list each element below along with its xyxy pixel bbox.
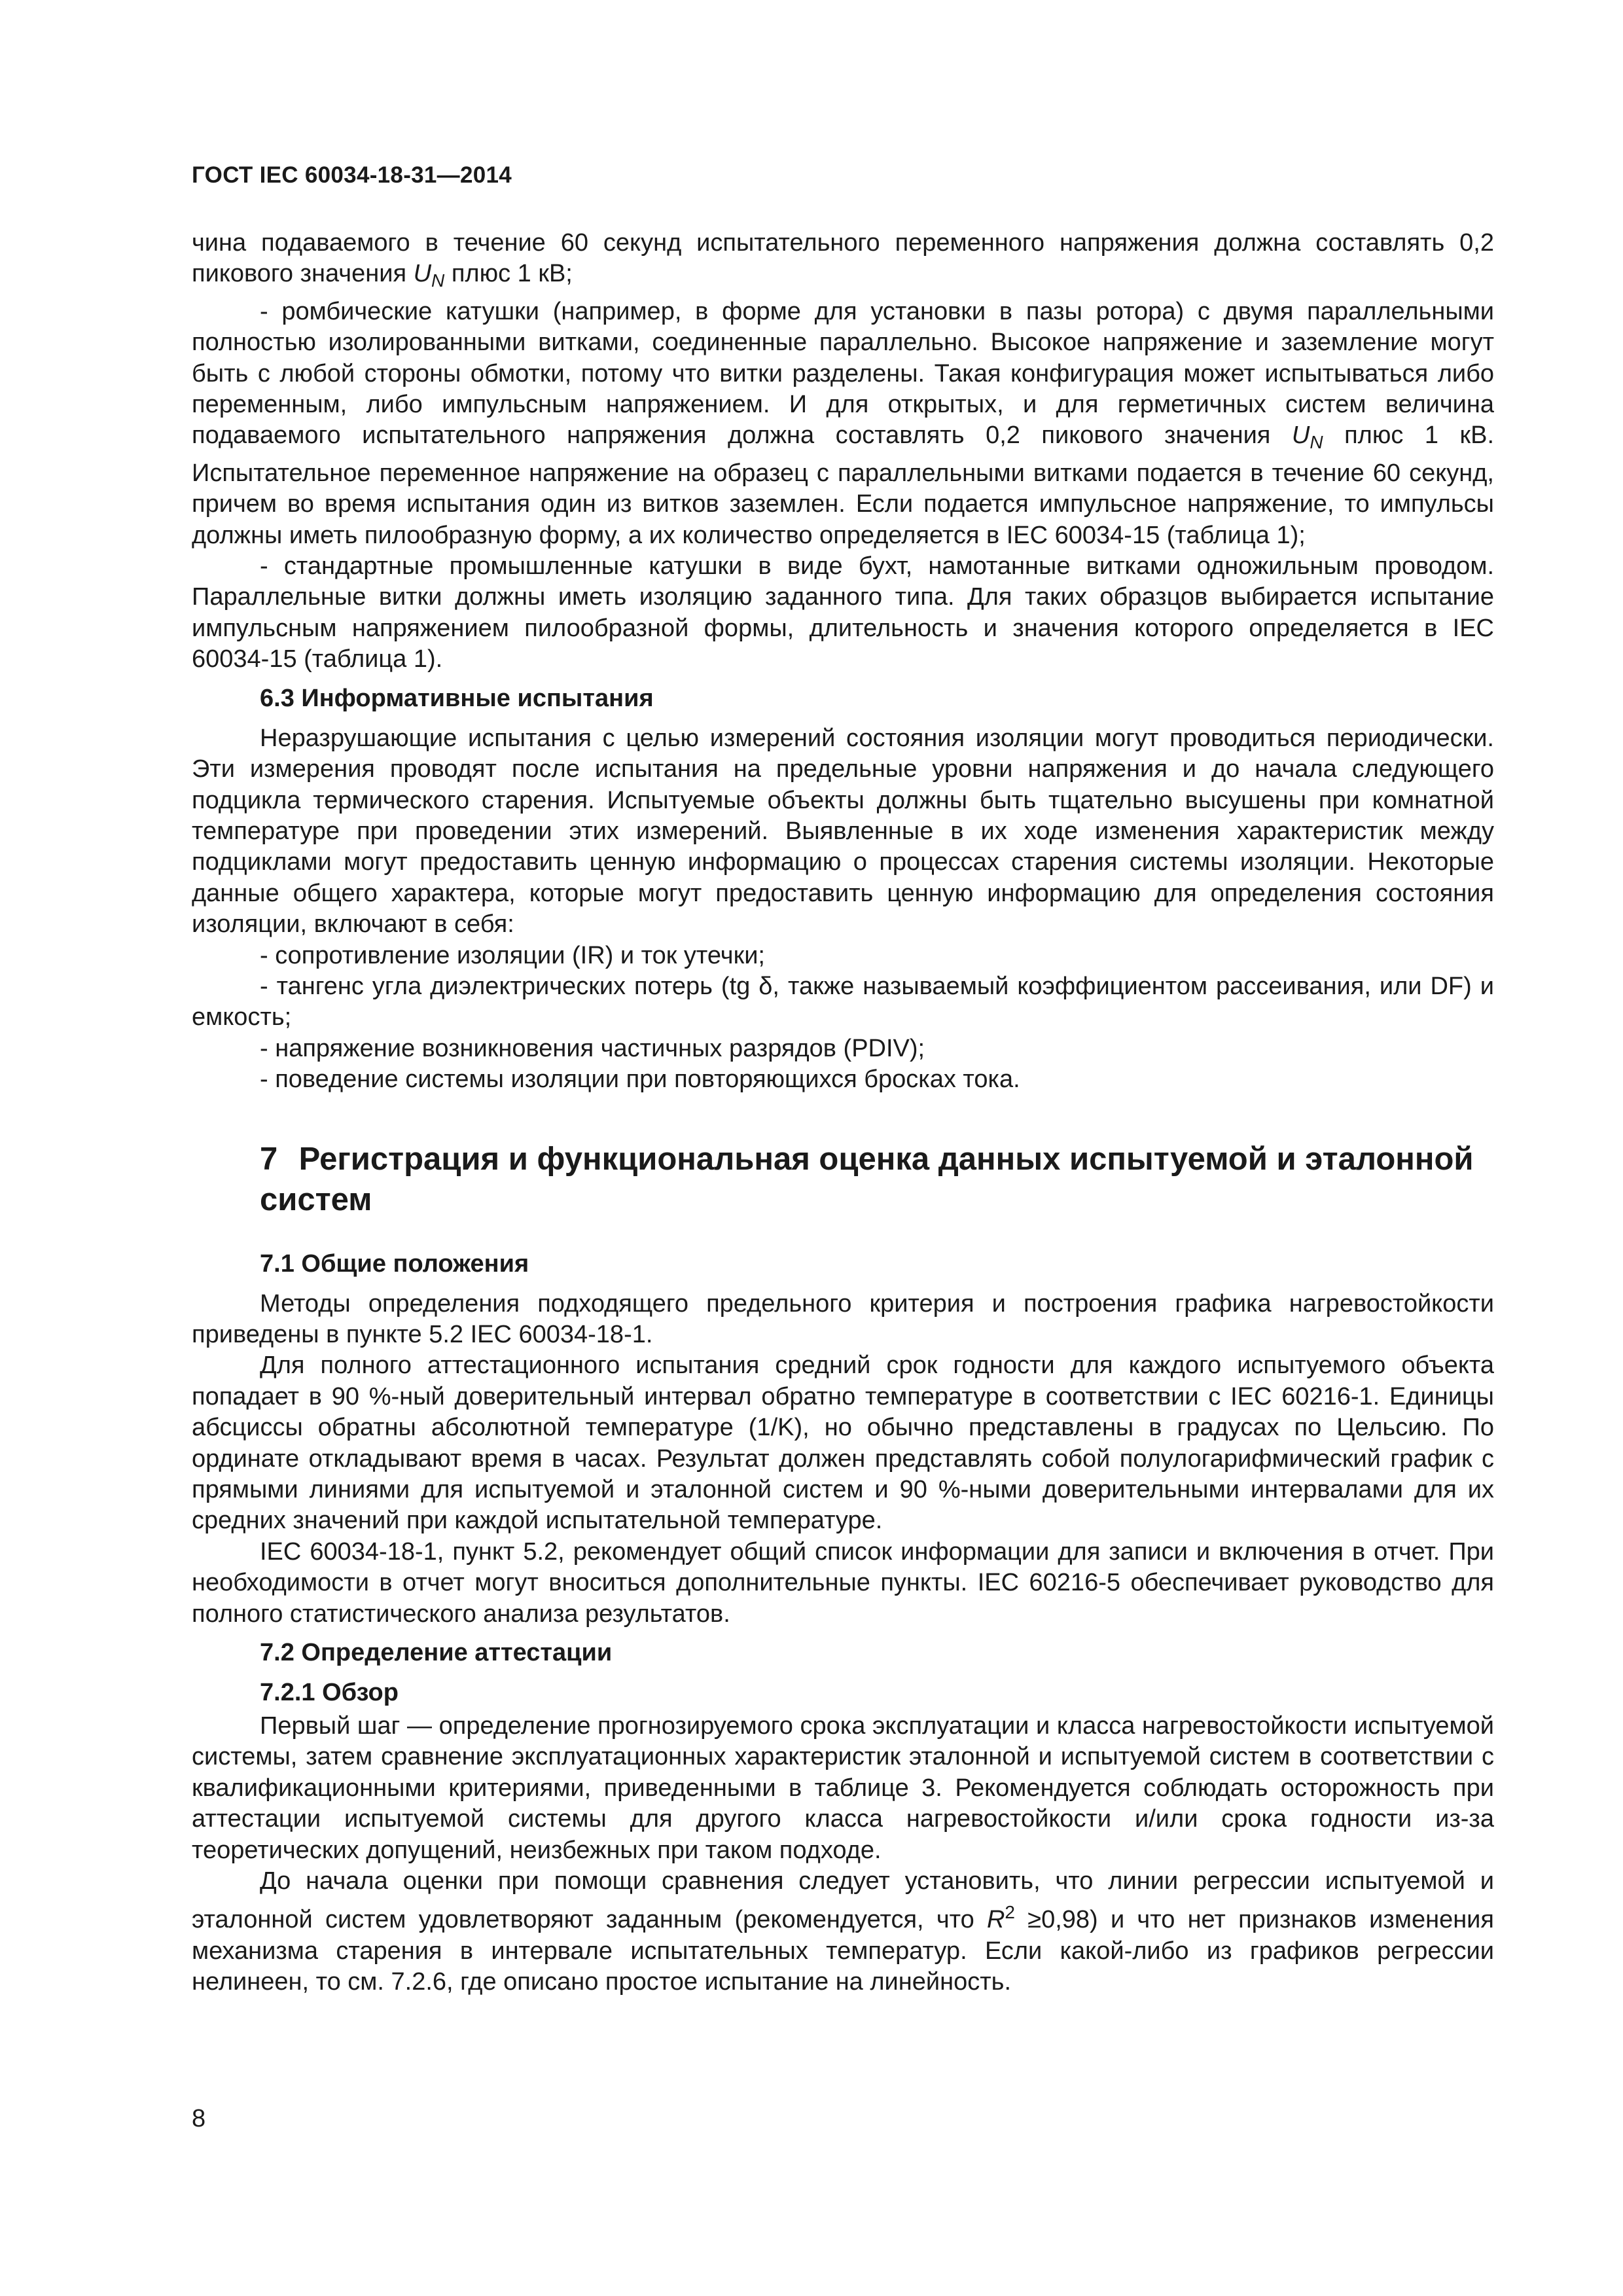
- list-item-dissipation-factor: - тангенс угла диэлектрических потерь (tg δ, также называемый коэффициентом рассеивания, или DF) и емкость;: [192, 972, 1494, 1031]
- paragraph-7-2-1-first-step: Первый шаг — определение прогнозируемого срока эксплуатации и класса нагревостойкости испытуемой системы, затем сравнение эксплуатационных характеристик эталонной и испытуемой систем в соответствии с квалификационными критериями, приведенными в таблице 3. Рекомендуется соблюдать осторожность при аттестации испытуемой системы для другого класса нагревостойкости и/или срока годности из-за теоретических допущений, неизбежных при таком подходе.: [192, 1712, 1494, 1864]
- list-item-insulation-resistance: - сопротивление изоляции (IR) и ток утечки;: [260, 941, 765, 969]
- section-heading-7: 7 Регистрация и функциональная оценка данных испытуемой и эталонной систем: [260, 1141, 1474, 1217]
- section-heading-7-2: 7.2 Определение аттестации: [260, 1639, 613, 1667]
- paragraph-continuation: чина подаваемого в течение 60 секунд испытательного переменного напряжения должна составлять 0,2 пикового значения $U_N$ плюс 1 кВ;: [192, 229, 1494, 291]
- paragraph-7-1-report: IEC 60034-18-1, пункт 5.2, рекомендует общий список информации для записи и включения в отчет. При необходимости в отчет могут вноситься дополнительные пункты. IEC 60216-5 обеспечивает руководство для полного статистического анализа результатов.: [192, 1537, 1494, 1628]
- page-body: [192, 228, 1494, 1998]
- paragraph-7-1-methods: Методы определения подходящего предельного критерия и построения графика нагревостойкости приведены в пункте 5.2 IEC 60034-18-1.: [192, 1289, 1494, 1348]
- section-heading-6-3: 6.3 Информативные испытания: [260, 684, 654, 712]
- page-number: 8: [192, 2105, 206, 2132]
- list-item-pdiv: - напряжение возникновения частичных разрядов (PDIV);: [260, 1034, 925, 1062]
- section-heading-7-2-1: 7.2.1 Обзор: [260, 1679, 399, 1707]
- list-item-standard-coils: - стандартные промышленные катушки в виде бухт, намотанные витками одножильным проводом. Параллельные витки должны иметь изоляцию заданного типа. Для таких образцов выбирается испытание импульсным напряжением пилообразной формы, длительность и значения которого определяется в IEC 60034-15 (таблица 1).: [192, 552, 1494, 673]
- section-heading-7-1: 7.1 Общие положения: [260, 1249, 529, 1278]
- paragraph-7-2-1-regression: До начала оценки при помощи сравнения следует установить, что линии регрессии испытуемой и эталонной систем удовлетворяют заданным (рекомендуется, что $R^2 \ge 0,98$) и что нет признаков изменения механизма старения в интервале испытательных температур. Если какой-либо из графиков регрессии нелинеен, то см. 7.2.6, где описано простое испытание на линейность.: [192, 1867, 1494, 1996]
- document-header: ГОСТ IEC 60034-18-31—2014: [192, 162, 512, 188]
- paragraph-7-1-qualification: Для полного аттестационного испытания средний срок годности для каждого испытуемого объекта попадает в 90 %-ный доверительный интервал обратно температуре в соответствии с IEC 60216-1. Единицы абсциссы обратны абсолютной температуре (1/K), но обычно представлены в градусах по Цельсию. По ординате откладывают время в часах. Результат должен представлять собой полулогарифмический график с прямыми линиями для испытуемой и эталонной систем и 90 %-ными доверительными интервалами для их средних значений при каждой испытательной температуре.: [192, 1352, 1494, 1535]
- list-item-surge-behavior: - поведение системы изоляции при повторяющихся бросках тока.: [260, 1066, 1020, 1094]
- paragraph-informative-tests: Неразрушающие испытания с целью измерений состояния изоляции могут проводиться периодически. Эти измерения проводят после испытания на предельные уровни напряжения и до начала следующего подцикла термического старения. Испытуемые объекты должны быть тщательно высушены при комнатной температуре при проведении этих измерений. Выявленные в их ходе изменения характеристик между подциклами могут предоставить ценную информацию о процессах старения системы изоляции. Некоторые данные общего характера, которые могут предоставить ценную информацию для определения состояния изоляции, включают в себя:: [192, 724, 1494, 939]
- list-item-rhombic-coils: - ромбические катушки (например, в форме для установки в пазы ротора) с двумя параллельными полностью изолированными витками, соединенные параллельно. Высокое напряжение и заземление могут быть с любой стороны обмотки, потому что витки разделены. Такая конфигурация может испытываться либо переменным, либо импульсным напряжением. И для открытых, и для герметичных систем величина подаваемого испытательного напряжения должна составлять 0,2 пикового значения $U_N$ плюс 1 кВ. Испытательное переменное напряжение на образец с параллельными витками подается в течение 60 секунд, причем во время испытания один из витков заземлен. Если подается импульсное напряжение, то импульсы должны иметь пилообразную форму, а их количество определяется в IEC 60034-15 (таблица 1);: [192, 297, 1494, 549]
